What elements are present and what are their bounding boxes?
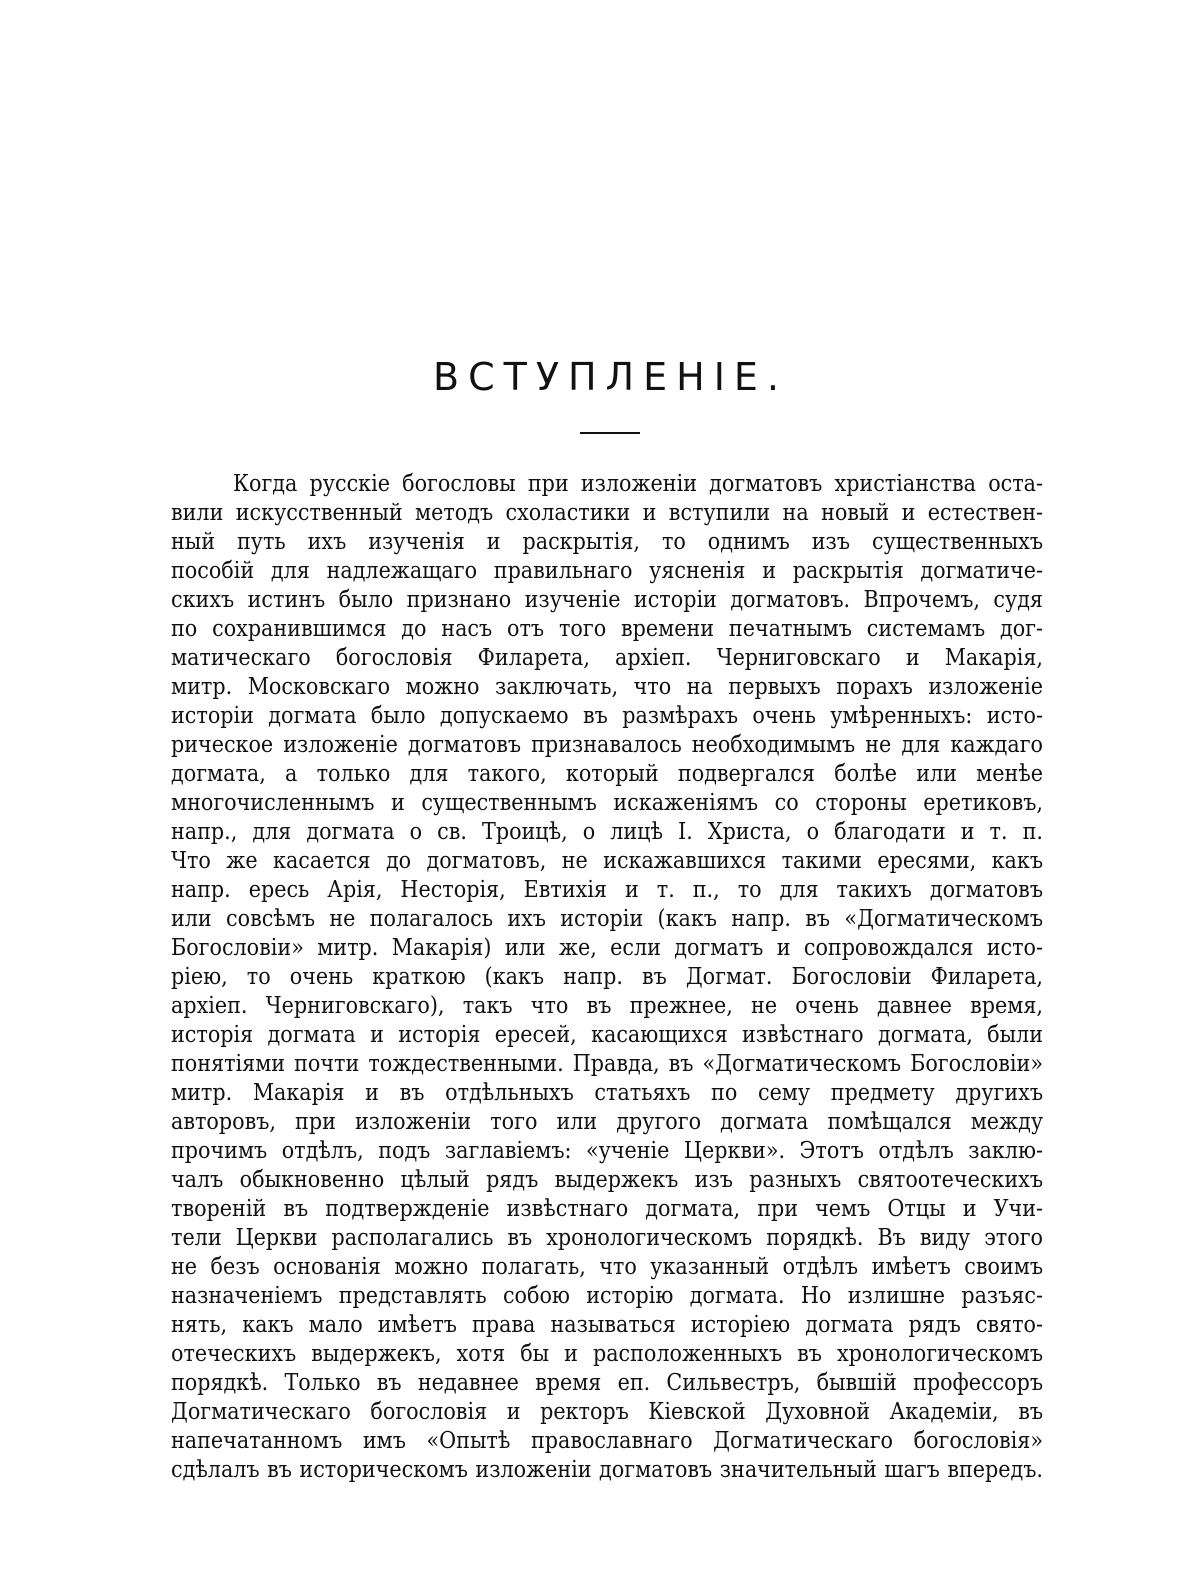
text-line: ный путь ихъ изученія и раскрытія, то однимъ изъ существенныхъ xyxy=(171,529,1043,555)
text-line: догмата, а только для такого, который подвергался болѣе или менѣе xyxy=(171,761,1043,787)
text-line: митр. Московскаго можно заключать, что на первыхъ порахъ изложеніе xyxy=(171,674,1043,700)
text-line: Что же касается до догматовъ, не искажавшихся такими ересями, какъ xyxy=(171,848,1043,874)
text-line: авторовъ, при изложеніи того или другого догмата помѣщался между xyxy=(171,1109,1043,1135)
text-line: ріею, то очень краткою (какъ напр. въ Догмат. Богословіи Филарета, xyxy=(171,964,1043,990)
text-line: митр. Макарія и въ отдѣльныхъ статьяхъ по сему предмету другихъ xyxy=(171,1080,1043,1106)
text-line: твореній въ подтвержденіе извѣстнаго догмата, при чемъ Отцы и Учи- xyxy=(171,1196,1043,1222)
text-line: Когда русскіе богословы при изложеніи догматовъ христіанства оста- xyxy=(233,471,1043,497)
text-line: матическаго богословія Филарета, архіеп. Черниговскаго и Макарія, xyxy=(171,645,1043,671)
title-divider xyxy=(580,432,640,434)
text-line: прочимъ отдѣлъ, подъ заглавіемъ: «ученіе Церкви». Этотъ отдѣлъ заклю- xyxy=(171,1138,1043,1164)
text-line: исторіи догмата было допускаемо въ размѣрахъ очень умѣренныхъ: исто- xyxy=(171,703,1043,729)
text-line: Догматическаго богословія и ректоръ Кіевской Духовной Академіи, въ xyxy=(171,1399,1043,1425)
text-line: порядкѣ. Только въ недавнее время еп. Сильвестръ, бывшій профессоръ xyxy=(171,1370,1043,1396)
text-line: чалъ обыкновенно цѣлый рядъ выдержекъ изъ разныхъ святоотеческихъ xyxy=(171,1167,1043,1193)
text-line: тели Церкви располагались въ хронологическомъ порядкѣ. Въ виду этого xyxy=(171,1225,1043,1251)
text-line: сдѣлалъ въ историческомъ изложеніи догматовъ значительный шагъ впередъ. xyxy=(171,1457,1043,1483)
text-line: скихъ истинъ было признано изученіе исторіи догматовъ. Впрочемъ, судя xyxy=(171,587,1043,613)
text-line: отеческихъ выдержекъ, хотя бы и расположенныхъ въ хронологическомъ xyxy=(171,1341,1043,1367)
text-line: назначеніемъ представлять собою исторію догмата. Но излишне разъяс- xyxy=(171,1283,1043,1309)
text-line: рическое изложеніе догматовъ признавалось необходимымъ не для каждаго xyxy=(171,732,1043,758)
text-line: архіеп. Черниговскаго), такъ что въ прежнее, не очень давнее время, xyxy=(171,993,1043,1019)
text-line: Богословіи» митр. Макарія) или же, если догматъ и сопровождался исто- xyxy=(171,935,1043,961)
text-line: исторія догмата и исторія ересей, касающихся извѣстнаго догмата, были xyxy=(171,1022,1043,1048)
text-line: вили искусственный методъ схоластики и вступили на новый и естествен- xyxy=(171,500,1043,526)
text-line: напр. ересь Арія, Несторія, Евтихія и т. п., то для такихъ догматовъ xyxy=(171,877,1043,903)
text-line: пособій для надлежащаго правильнаго уясненія и раскрытія догматиче- xyxy=(171,558,1043,584)
text-line: понятіями почти тождественными. Правда, въ «Догматическомъ Богословіи» xyxy=(171,1051,1043,1077)
text-line: нять, какъ мало имѣетъ права называться исторіею догмата рядъ свято- xyxy=(171,1312,1043,1338)
chapter-title: ВСТУПЛЕНІЕ. xyxy=(433,355,788,399)
text-line: многочисленнымъ и существеннымъ искаженіямъ со стороны еретиковъ, xyxy=(171,790,1043,816)
text-line: или совсѣмъ не полагалось ихъ исторіи (какъ напр. въ «Догматическомъ xyxy=(171,906,1043,932)
text-line: напр., для догмата о св. Троицѣ, о лицѣ І. Христа, о благодати и т. п. xyxy=(171,819,1043,845)
text-line: по сохранившимся до насъ отъ того времени печатнымъ системамъ дог- xyxy=(171,616,1043,642)
text-line: напечатанномъ имъ «Опытѣ православнаго Догматическаго богословія» xyxy=(171,1428,1043,1454)
body-paragraph xyxy=(171,470,1043,1485)
text-line: не безъ основанія можно полагать, что указанный отдѣлъ имѣетъ своимъ xyxy=(171,1254,1043,1280)
